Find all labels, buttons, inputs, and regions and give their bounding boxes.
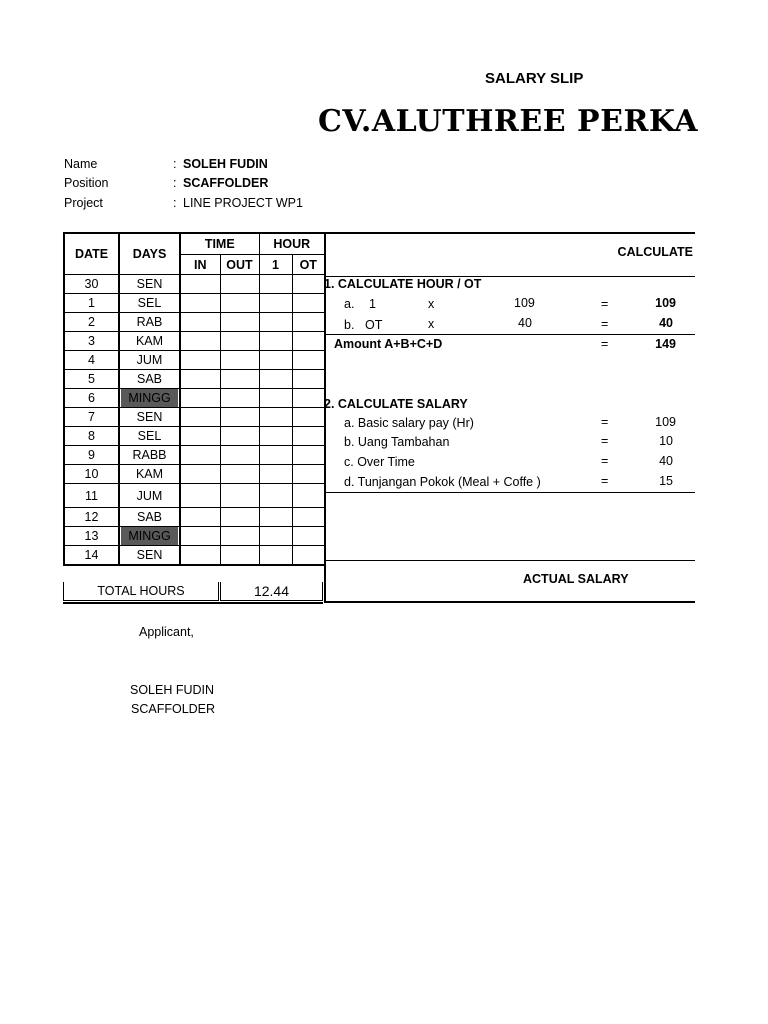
table-row — [64, 275, 325, 294]
out-cell — [220, 446, 259, 465]
day-cell: SEL — [119, 427, 180, 446]
line-b-item: OT — [365, 318, 383, 332]
table-row — [64, 313, 325, 332]
ot-cell — [292, 527, 325, 546]
in-cell — [180, 351, 220, 370]
day-cell-weekend — [119, 527, 180, 546]
amount-divider — [324, 334, 695, 335]
day-cell: SEL — [119, 294, 180, 313]
table-row — [64, 370, 325, 389]
hour1-cell — [259, 370, 292, 389]
ot-cell — [292, 446, 325, 465]
panel-bottom-border — [324, 601, 695, 603]
total-hours-value: 12.44 — [220, 582, 323, 601]
total-hours-row — [63, 582, 323, 604]
out-cell — [220, 313, 259, 332]
out-cell — [220, 389, 259, 408]
section1-title: 1. CALCULATE HOUR / OT — [324, 277, 482, 291]
position-label: Position — [64, 176, 109, 190]
date-cell: 3 — [64, 332, 119, 351]
position-value: SCAFFOLDER — [183, 176, 269, 190]
day-cell-weekend-text: MINGG — [121, 527, 178, 545]
actual-salary-label: ACTUAL SALARY — [523, 572, 629, 586]
project-colon: : — [173, 196, 177, 210]
in-cell — [180, 484, 220, 508]
applicant-label: Applicant, — [139, 625, 194, 639]
amount-label: Amount A+B+C+D — [334, 337, 443, 351]
name-label: Name — [64, 157, 98, 171]
line-b-eq: = — [601, 317, 609, 331]
in-cell — [180, 427, 220, 446]
hour1-cell — [259, 484, 292, 508]
col-in-header: IN — [180, 255, 220, 275]
project-value: LINE PROJECT WP1 — [183, 196, 303, 210]
ot-cell — [292, 370, 325, 389]
col-hour1-header: 1 — [259, 255, 292, 275]
hour1-cell — [259, 313, 292, 332]
col-out-header: OUT — [220, 255, 259, 275]
total-hours-label: TOTAL HOURS — [63, 582, 219, 601]
line-b-x: x — [428, 317, 435, 331]
salary-item-value: 40 — [659, 454, 673, 468]
day-cell: SEN — [119, 546, 180, 566]
day-cell-weekend — [119, 389, 180, 408]
calculate-header: CALCULATE — [617, 245, 693, 259]
out-cell — [220, 408, 259, 427]
date-cell: 5 — [64, 370, 119, 389]
ot-cell — [292, 465, 325, 484]
company-name: CV.ALUTHREE PERKA — [318, 104, 699, 139]
day-cell: JUM — [119, 484, 180, 508]
panel-top-border — [324, 232, 695, 234]
col-time-header: TIME — [180, 233, 259, 255]
day-cell: RABB — [119, 446, 180, 465]
in-cell — [180, 294, 220, 313]
out-cell — [220, 370, 259, 389]
hour1-cell — [259, 446, 292, 465]
amount-eq: = — [601, 337, 609, 351]
line-a-label: a. — [344, 297, 355, 311]
col-days-header: DAYS — [119, 233, 180, 275]
day-cell: SEN — [119, 275, 180, 294]
out-cell — [220, 275, 259, 294]
signer-name: SOLEH FUDIN — [130, 683, 215, 697]
day-cell: RAB — [119, 313, 180, 332]
hour1-cell — [259, 351, 292, 370]
line-b-qty: 40 — [518, 316, 532, 330]
out-cell — [220, 351, 259, 370]
table-row — [64, 332, 325, 351]
hour1-cell — [259, 389, 292, 408]
day-cell: SAB — [119, 508, 180, 527]
ot-cell — [292, 294, 325, 313]
date-cell: 1 — [64, 294, 119, 313]
in-cell — [180, 275, 220, 294]
amount-value: 149 — [655, 337, 676, 351]
table-row — [64, 546, 325, 566]
day-cell: SAB — [119, 370, 180, 389]
day-cell: SEN — [119, 408, 180, 427]
date-cell: 2 — [64, 313, 119, 332]
salary-item-value: 109 — [655, 415, 676, 429]
ot-cell — [292, 332, 325, 351]
out-cell — [220, 294, 259, 313]
project-label: Project — [64, 196, 103, 210]
section2-title: 2. CALCULATE SALARY — [324, 397, 468, 411]
name-value: SOLEH FUDIN — [183, 157, 268, 171]
ot-cell — [292, 275, 325, 294]
ot-cell — [292, 484, 325, 508]
in-cell — [180, 527, 220, 546]
hour1-cell — [259, 332, 292, 351]
table-row — [64, 508, 325, 527]
calculation-panel — [324, 232, 695, 602]
day-cell: JUM — [119, 351, 180, 370]
day-cell-weekend-text: MINGG — [121, 389, 178, 407]
ot-cell — [292, 508, 325, 527]
col-date-header: DATE — [64, 233, 119, 275]
day-cell: KAM — [119, 332, 180, 351]
in-cell — [180, 465, 220, 484]
date-cell: 13 — [64, 527, 119, 546]
in-cell — [180, 408, 220, 427]
ot-cell — [292, 389, 325, 408]
salary-item-label: c. Over Time — [344, 455, 415, 469]
salary-item-value: 15 — [659, 474, 673, 488]
date-cell: 4 — [64, 351, 119, 370]
salary-divider — [324, 492, 695, 493]
salary-item-eq: = — [601, 474, 609, 488]
out-cell — [220, 508, 259, 527]
hour1-cell — [259, 465, 292, 484]
in-cell — [180, 446, 220, 465]
ot-cell — [292, 427, 325, 446]
in-cell — [180, 332, 220, 351]
table-row — [64, 389, 325, 408]
date-cell: 6 — [64, 389, 119, 408]
hour1-cell — [259, 527, 292, 546]
table-row — [64, 484, 325, 508]
line-a-item: 1 — [369, 297, 376, 311]
line-b-label: b. — [344, 318, 355, 332]
actual-salary-divider — [324, 560, 695, 561]
salary-item-eq: = — [601, 434, 609, 448]
in-cell — [180, 508, 220, 527]
out-cell — [220, 546, 259, 566]
line-a-eq: = — [601, 297, 609, 311]
hour1-cell — [259, 546, 292, 566]
hour1-cell — [259, 408, 292, 427]
date-cell: 12 — [64, 508, 119, 527]
out-cell — [220, 332, 259, 351]
col-hour-header: HOUR — [259, 233, 325, 255]
date-cell: 10 — [64, 465, 119, 484]
ot-cell — [292, 408, 325, 427]
day-cell: KAM — [119, 465, 180, 484]
date-cell: 11 — [64, 484, 119, 508]
table-row — [64, 408, 325, 427]
timesheet-table — [63, 232, 326, 566]
salary-item-label: b. Uang Tambahan — [344, 435, 450, 449]
name-colon: : — [173, 157, 177, 171]
out-cell — [220, 527, 259, 546]
out-cell — [220, 465, 259, 484]
hour1-cell — [259, 294, 292, 313]
date-cell: 7 — [64, 408, 119, 427]
salary-item-eq: = — [601, 415, 609, 429]
hour1-cell — [259, 508, 292, 527]
ot-cell — [292, 313, 325, 332]
salary-item-label: a. Basic salary pay (Hr) — [344, 416, 474, 430]
out-cell — [220, 484, 259, 508]
table-row — [64, 351, 325, 370]
slip-title: SALARY SLIP — [485, 70, 584, 87]
table-row — [64, 427, 325, 446]
hour1-cell — [259, 275, 292, 294]
salary-item-label: d. Tunjangan Pokok (Meal + Coffe ) — [344, 475, 541, 489]
line-b-result: 40 — [659, 316, 673, 330]
date-cell: 8 — [64, 427, 119, 446]
hour1-cell — [259, 427, 292, 446]
line-a-result: 109 — [655, 296, 676, 310]
table-row — [64, 527, 325, 546]
in-cell — [180, 546, 220, 566]
out-cell — [220, 427, 259, 446]
salary-item-value: 10 — [659, 434, 673, 448]
signer-position: SCAFFOLDER — [131, 702, 216, 716]
table-row — [64, 446, 325, 465]
position-colon: : — [173, 176, 177, 190]
date-cell: 30 — [64, 275, 119, 294]
ot-cell — [292, 351, 325, 370]
date-cell: 9 — [64, 446, 119, 465]
line-a-x: x — [428, 297, 435, 311]
col-ot-header: OT — [292, 255, 325, 275]
in-cell — [180, 389, 220, 408]
ot-cell — [292, 546, 325, 566]
date-cell: 14 — [64, 546, 119, 566]
in-cell — [180, 370, 220, 389]
line-a-qty: 109 — [514, 296, 535, 310]
in-cell — [180, 313, 220, 332]
salary-item-eq: = — [601, 454, 609, 468]
table-row — [64, 294, 325, 313]
table-row — [64, 465, 325, 484]
